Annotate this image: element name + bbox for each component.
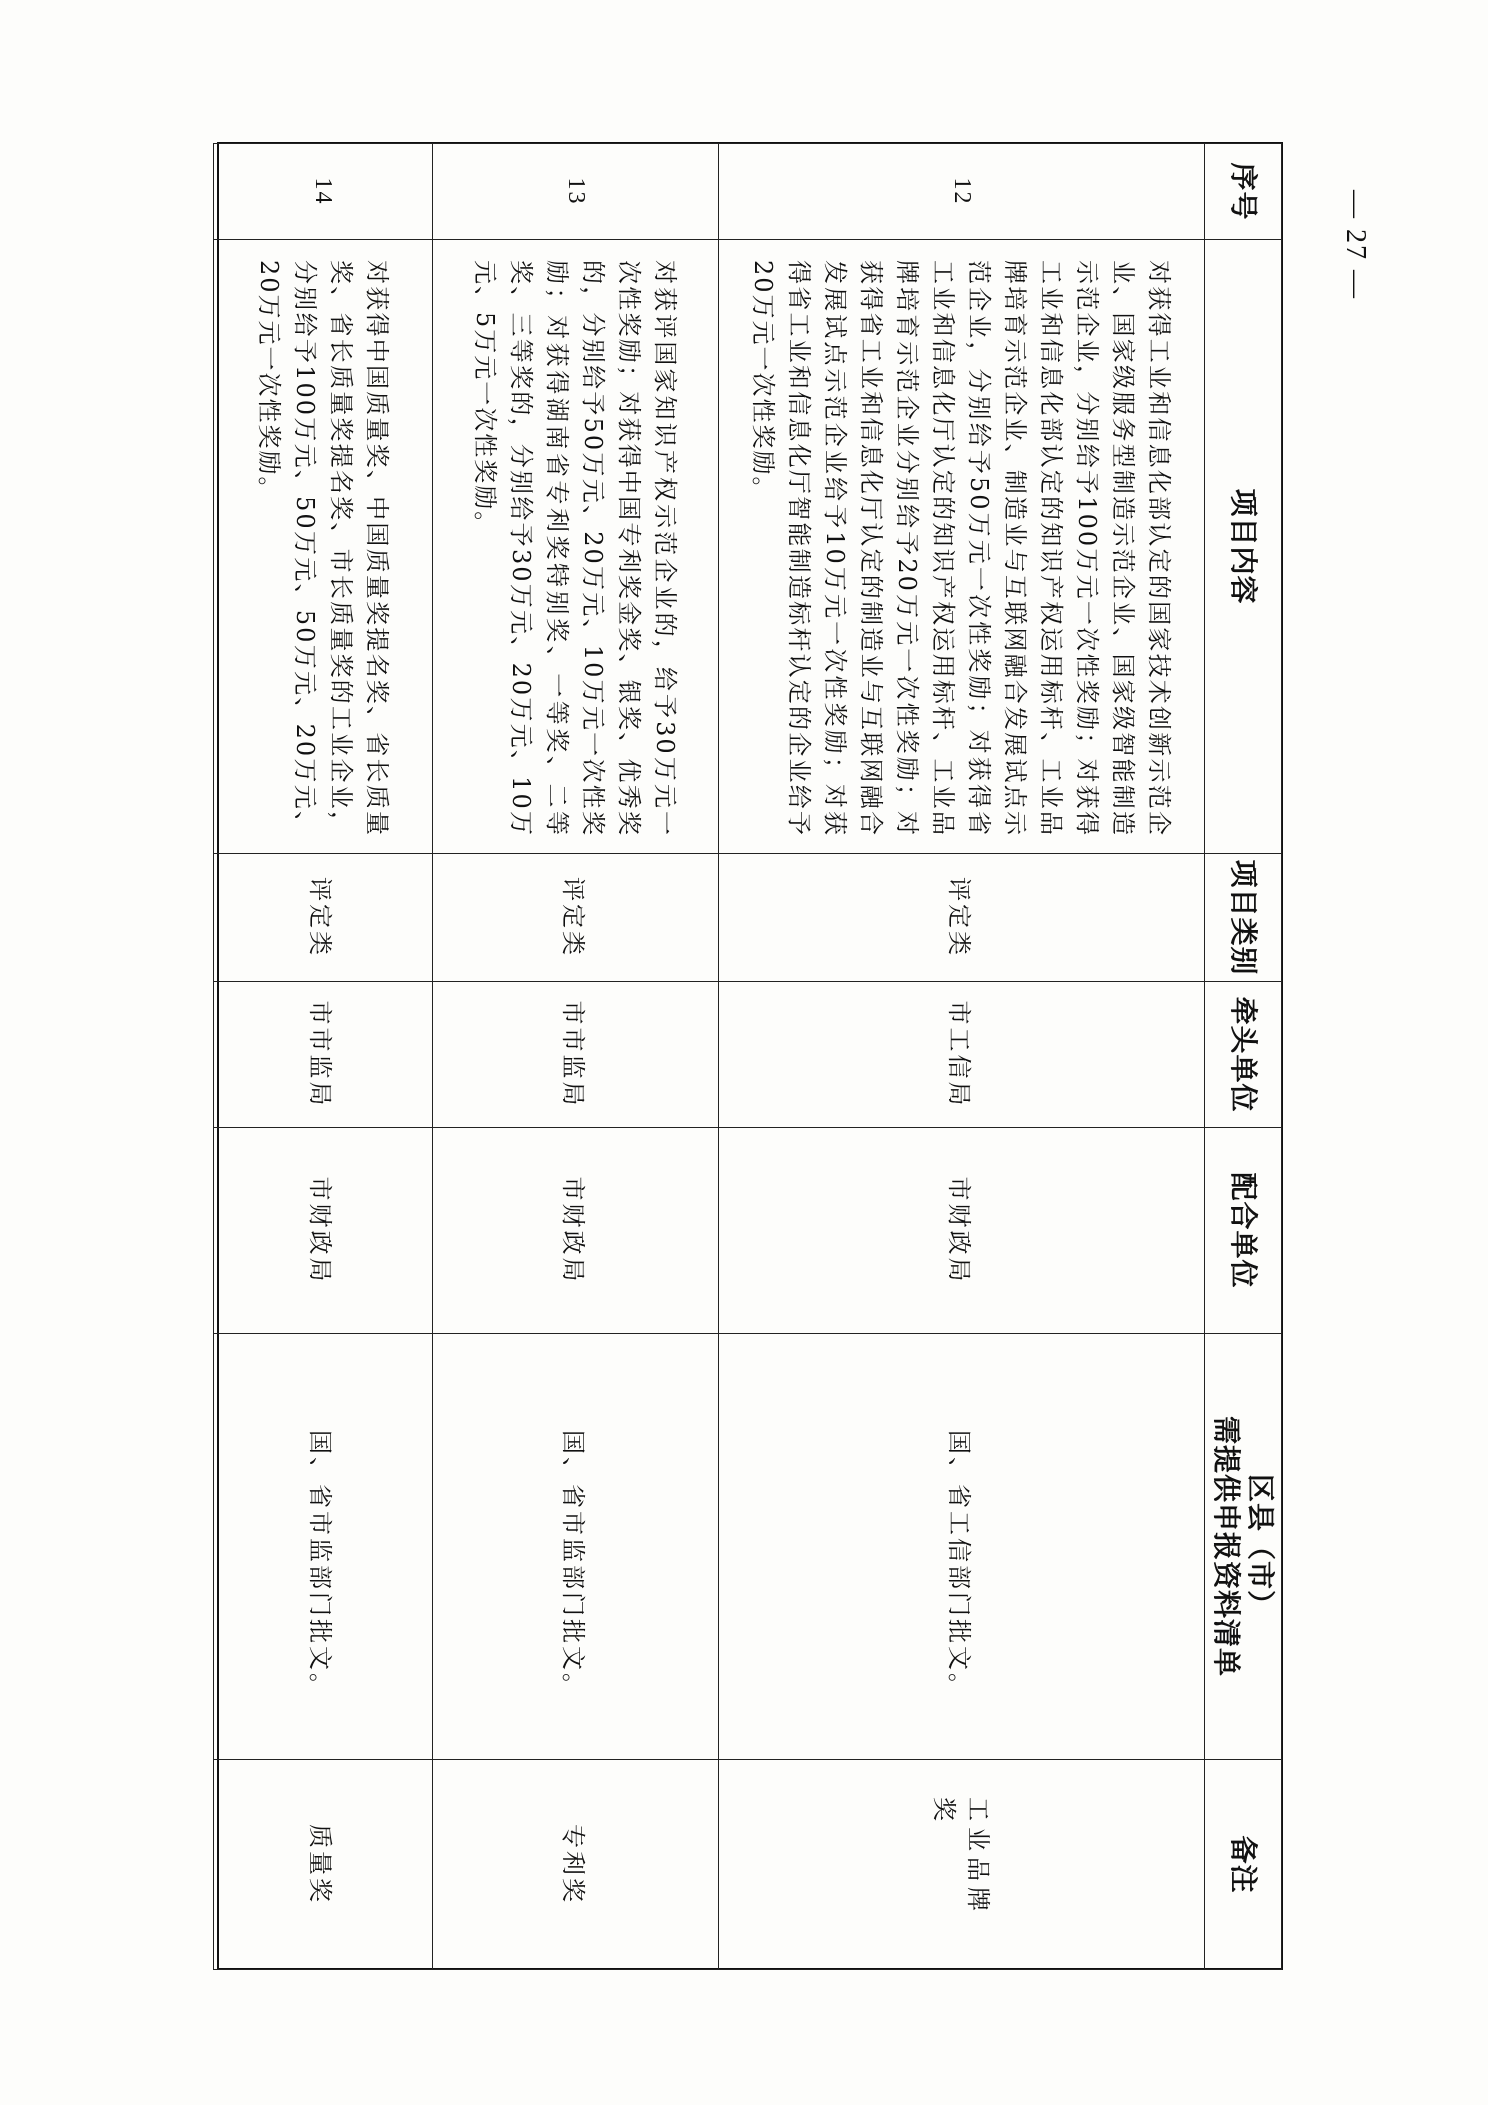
row-seq: 12	[719, 144, 1205, 240]
header-category: 项目类别	[1205, 854, 1282, 982]
row-coop-unit: 市财政局	[214, 1128, 433, 1334]
table-row	[433, 144, 719, 1970]
row-lead-unit: 市工信局	[719, 982, 1205, 1128]
row-lead-unit: 市市监局	[433, 982, 719, 1128]
row-seq: 13	[433, 144, 719, 240]
table-row	[719, 144, 1205, 1970]
row-remarks-text: 工业品牌奖	[930, 1797, 993, 1917]
rotated-table-container	[218, 143, 1282, 1969]
row-seq: 14	[214, 144, 433, 240]
page-number	[1300, 175, 1410, 315]
page-number-text: — 27 —	[1340, 190, 1371, 300]
row-category: 评定类	[719, 854, 1205, 982]
row-remarks: 质量奖	[214, 1760, 433, 1970]
row-category: 评定类	[433, 854, 719, 982]
row-category: 评定类	[214, 854, 433, 982]
row-remarks: 专利奖	[433, 1760, 719, 1970]
row-lead-unit: 市市监局	[214, 982, 433, 1128]
header-remarks: 备注	[1205, 1760, 1282, 1970]
row-content: 对获得中国质量奖、中国质量奖提名奖、省长质量奖、省长质量奖提名奖、市长质量奖的工业企业，分别给予100万元、50万元、50万元、20万元、20万元一次性奖励。	[214, 240, 433, 854]
header-content: 项目内容	[1205, 240, 1282, 854]
table-header-row	[1205, 144, 1282, 1970]
row-materials: 国、省工信部门批文。	[719, 1334, 1205, 1760]
row-content: 对获评国家知识产权示范企业的，给予30万元一次性奖励；对获得中国专利奖金奖、银奖、优秀奖的，分别给予50万元、20万元、10万元一次性奖励；对获得湖南省专利奖特别奖、一等奖、二等奖、三等奖的，分别给予30万元、20万元、10万元、5万元一次性奖励。	[433, 240, 719, 854]
header-lead-unit: 牵头单位	[1205, 982, 1282, 1128]
row-coop-unit: 市财政局	[719, 1128, 1205, 1334]
table-row	[214, 144, 433, 1970]
policy-table	[213, 143, 1282, 1970]
row-materials: 国、省市监部门批文。	[214, 1334, 433, 1760]
row-coop-unit: 市财政局	[433, 1128, 719, 1334]
header-materials	[1205, 1334, 1282, 1760]
row-materials: 国、省市监部门批文。	[433, 1334, 719, 1760]
row-remarks	[719, 1760, 1205, 1970]
header-seq: 序号	[1205, 144, 1282, 240]
row-content: 对获得工业和信息化部认定的国家技术创新示范企业、国家级服务型制造示范企业、国家级智能制造示范企业，分别给予100万元一次性奖励；对获得工业和信息化部认定的知识产权运用标杆、工业品牌培育示范企业、制造业与互联网融合发展试点示范企业，分别给予50万元一次性奖励；对获得省工业和信息化厅认定的知识产权运用标杆、工业品牌培育示范企业分别给予20万元一次性奖励；对获得省工业和信息化厅认定的制造业与互联网融合发展试点示范企业给予10万元一次性奖励；对获得省工业和信息化厅智能制造标杆认定的企业给予20万元一次性奖励。	[719, 240, 1205, 854]
header-materials-line1: 区县（市）	[1244, 1473, 1278, 1619]
policy-table-frame	[218, 143, 1282, 1969]
header-materials-line2: 需提供申报资料清单	[1210, 1415, 1243, 1677]
header-coop-unit: 配合单位	[1205, 1128, 1282, 1334]
